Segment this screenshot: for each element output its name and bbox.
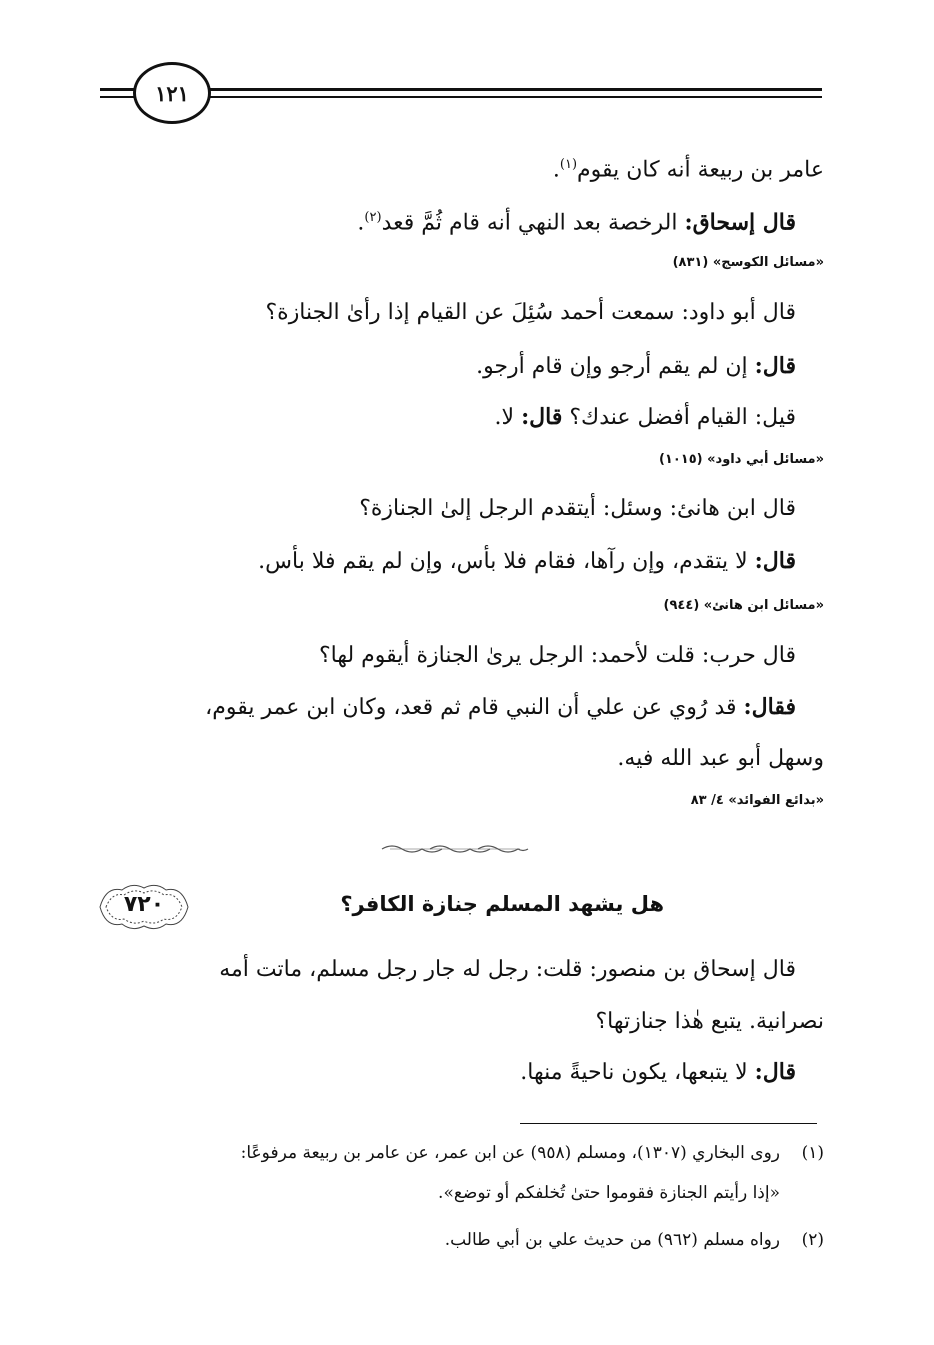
section-line-1: قال إسحاق بن منصور: قلت: رجل له جار رجل مسلم، ماتت أمه bbox=[219, 957, 796, 982]
text-span: إن لم يقم أرجو وإن قام أرجو. bbox=[476, 354, 755, 379]
text-line-1 bbox=[96, 150, 824, 185]
text-line-2 bbox=[96, 203, 796, 238]
text-span: لا يتقدم، وإن رآها، فقام فلا بأس، وإن لم يقم فلا بأس. bbox=[258, 549, 755, 574]
footnote-number: (٢) bbox=[801, 1230, 824, 1250]
ornament-divider-icon bbox=[380, 843, 530, 855]
source-citation-4: «بدائع الفوائد» ٤/ ٨٣ bbox=[690, 793, 824, 808]
text-span: قد رُوي عن علي أن النبي قام ثم قعد، وكان ابن عمر يقوم، bbox=[205, 695, 744, 720]
section-line-3 bbox=[96, 1057, 796, 1088]
source-citation-1: «مسائل الكوسج» (٨٣١) bbox=[672, 255, 824, 270]
footnote-ref-1[interactable]: (١) bbox=[559, 157, 578, 172]
footnote-2 bbox=[100, 1227, 824, 1253]
speaker-label: فقال: bbox=[743, 694, 796, 720]
footnote-separator bbox=[520, 1123, 817, 1124]
text-span: الرخصة بعد النهي أنه قام ثُمَّ قعد bbox=[381, 210, 685, 236]
speaker-label: قال: bbox=[754, 1059, 796, 1085]
text-line-8: قال حرب: قلت لأحمد: الرجل يرىٰ الجنازة أيقوم لها؟ bbox=[318, 643, 796, 668]
section-title: هل يشهد المسلم جنازة الكافر؟ bbox=[340, 892, 664, 916]
page-number: ١٢١ bbox=[155, 80, 189, 106]
section-number: ٧٢٠ bbox=[123, 892, 165, 917]
text-line-9 bbox=[96, 692, 796, 723]
text-span: لا. bbox=[494, 405, 522, 430]
text-span: عامر بن ربيعة أنه كان يقوم bbox=[577, 157, 824, 183]
text-span: لا يتبعها، يكون ناحيةً منها. bbox=[520, 1060, 755, 1085]
source-citation-3: «مسائل ابن هانئ» (٩٤٤) bbox=[663, 598, 824, 613]
speaker-label: قال إسحاق: bbox=[684, 209, 796, 236]
section-number-badge bbox=[92, 880, 196, 934]
speaker-label: قال: bbox=[754, 548, 796, 574]
footnote-ref-2[interactable]: (٢) bbox=[364, 210, 382, 225]
text-span: قيل: القيام أفضل عندك؟ bbox=[562, 405, 796, 430]
text-line-10: وسهل أبو عبد الله فيه. bbox=[617, 746, 824, 771]
footnote-number: (١) bbox=[801, 1143, 824, 1163]
footnote-text: روى البخاري (١٣٠٧)، ومسلم (٩٥٨) عن ابن عمر، عن عامر بن ربيعة مرفوعًا: bbox=[240, 1143, 780, 1163]
text-line-5 bbox=[96, 402, 796, 433]
page-number-badge bbox=[133, 62, 211, 124]
header-rule-left bbox=[100, 88, 136, 91]
text-line-7 bbox=[96, 546, 796, 577]
section-line-2: نصرانية. يتبع هٰذا جنازتها؟ bbox=[595, 1009, 824, 1034]
source-citation-2: «مسائل أبي داود» (١٠١٥) bbox=[658, 452, 824, 467]
footnote-text: رواه مسلم (٩٦٢) من حديث علي بن أبي طالب. bbox=[444, 1230, 780, 1250]
text-line-6: قال ابن هانئ: وسئل: أيتقدم الرجل إلىٰ الجنازة؟ bbox=[359, 496, 796, 521]
text-line-4 bbox=[96, 351, 796, 382]
speaker-label: قال: bbox=[754, 353, 796, 379]
text-line-3: قال أبو داود: سمعت أحمد سُئِلَ عن القيام إذا رأىٰ الجنازة؟ bbox=[265, 300, 796, 325]
text-span: . bbox=[552, 157, 560, 183]
header-rule-left-thin bbox=[100, 96, 136, 98]
header-rule-right-thin bbox=[202, 96, 822, 98]
footnote-1-continuation: «إذا رأيتم الجنازة فقوموا حتىٰ تُخلفكم أو توضع». bbox=[438, 1183, 780, 1203]
footnote-1 bbox=[100, 1140, 824, 1166]
header-rule-right bbox=[202, 88, 822, 91]
speaker-label: قال: bbox=[521, 404, 563, 430]
text-span: . bbox=[357, 210, 365, 236]
